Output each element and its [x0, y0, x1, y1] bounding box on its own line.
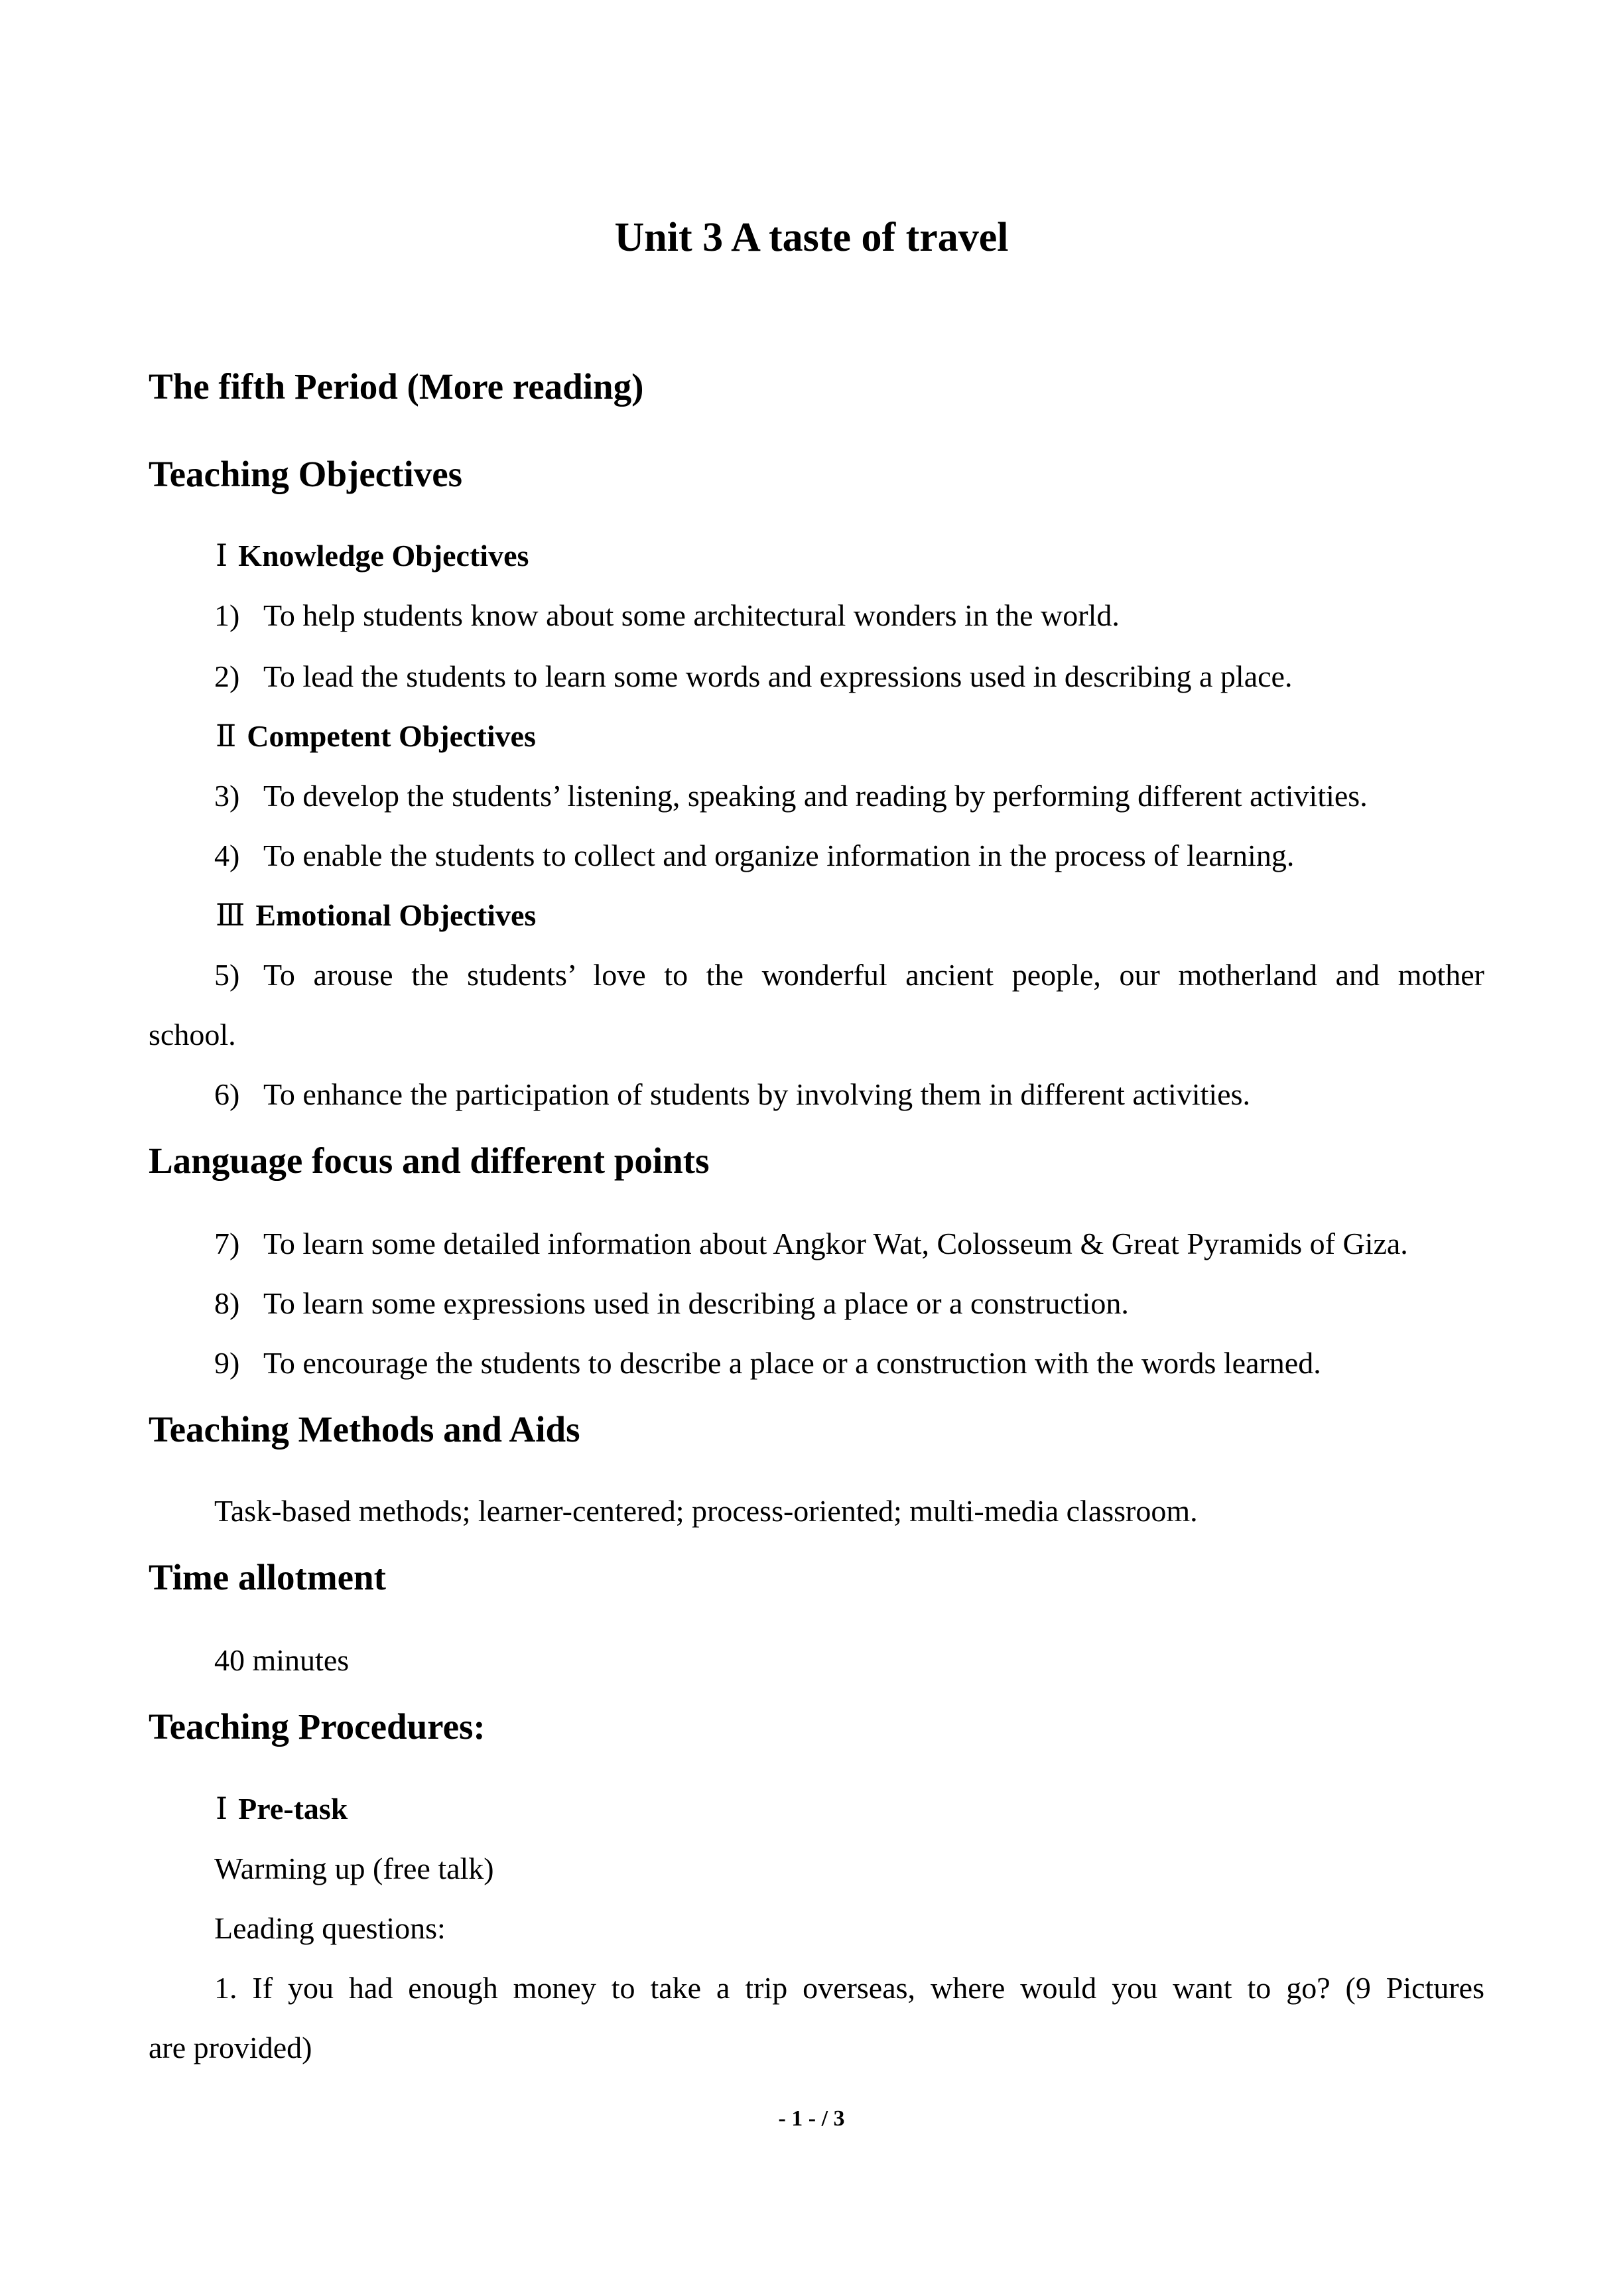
knowledge-objectives-label: Knowledge Objectives [238, 539, 529, 573]
procedures-heading: Teaching Procedures: [149, 1706, 486, 1747]
competent-objectives-label: Competent Objectives [247, 719, 536, 753]
item-text: To develop the students’ listening, speaking and reading by performing different activities. [263, 779, 1368, 813]
item-number: 6) [214, 1077, 240, 1111]
leading-questions-text: Leading questions: [214, 1911, 446, 1945]
item-text: To enable the students to collect and organize information in the process of learning. [263, 839, 1295, 872]
language-item-7 [214, 1224, 1408, 1264]
time-allotment-heading: Time allotment [149, 1557, 386, 1597]
language-focus-heading: Language focus and different points [149, 1140, 710, 1181]
emotional-objectives-label: Emotional Objectives [255, 898, 537, 932]
page-number: - 1 - / 3 [778, 2106, 845, 2131]
objective-item-2 [214, 657, 1292, 697]
item-number: 4) [214, 839, 240, 872]
question-1-text: 1. If you had enough money to take a trip overseas, where would you want to go? (9 Pictures [214, 1971, 1484, 2005]
document-title: Unit 3 A taste of travel [614, 215, 1009, 260]
objective-item-1 [214, 596, 1120, 636]
methods-heading: Teaching Methods and Aids [149, 1409, 580, 1450]
roman-numeral-pre-task: Ⅰ [216, 1792, 228, 1826]
competent-objectives-subheading [216, 716, 536, 756]
objective-item-5 [214, 955, 1484, 995]
item-number: 8) [214, 1286, 240, 1320]
pre-task-label: Pre-task [238, 1792, 348, 1826]
item-text: To enhance the participation of students by involving them in different activities. [263, 1077, 1250, 1111]
item-number: 2) [214, 659, 240, 693]
item-text: To learn some detailed information about Angkor Wat, Colosseum & Great Pyramids of Giza. [263, 1227, 1408, 1260]
item-text: To lead the students to learn some words and expressions used in describing a place. [263, 659, 1293, 693]
language-item-9 [214, 1343, 1321, 1383]
objective-item-6 [214, 1075, 1250, 1114]
item-text: To help students know about some architectural wonders in the world. [263, 598, 1120, 632]
objective-item-3 [214, 776, 1368, 816]
objective-item-4 [214, 836, 1294, 876]
item-text: To encourage the students to describe a place or a construction with the words learned. [263, 1346, 1321, 1380]
warming-up-text: Warming up (free talk) [214, 1852, 494, 1885]
language-item-8 [214, 1284, 1129, 1323]
period-heading: The fifth Period (More reading) [149, 366, 644, 407]
item-number: 9) [214, 1346, 240, 1380]
pre-task-subheading [216, 1789, 348, 1829]
question-1-continuation: are provided) [149, 2031, 312, 2064]
teaching-objectives-heading: Teaching Objectives [149, 454, 463, 494]
item-number: 3) [214, 779, 240, 813]
roman-numeral-1: Ⅰ [216, 539, 228, 573]
time-allotment-text: 40 minutes [214, 1643, 350, 1677]
item-number: 7) [214, 1227, 240, 1260]
emotional-objectives-subheading [216, 896, 536, 935]
item-number: 1) [214, 598, 240, 632]
methods-text: Task-based methods; learner-centered; process-oriented; multi-media classroom. [214, 1494, 1198, 1528]
item-text: To learn some expressions used in describing a place or a construction. [263, 1286, 1129, 1320]
item-number: 5) [214, 958, 240, 992]
knowledge-objectives-subheading [216, 536, 529, 576]
roman-numeral-2: Ⅱ [216, 719, 237, 753]
item-text: To arouse the students’ love to the wonderful ancient people, our motherland and mother [263, 958, 1484, 992]
objective-item-5-continuation: school. [149, 1018, 236, 1051]
roman-numeral-3: Ⅲ [216, 898, 245, 932]
